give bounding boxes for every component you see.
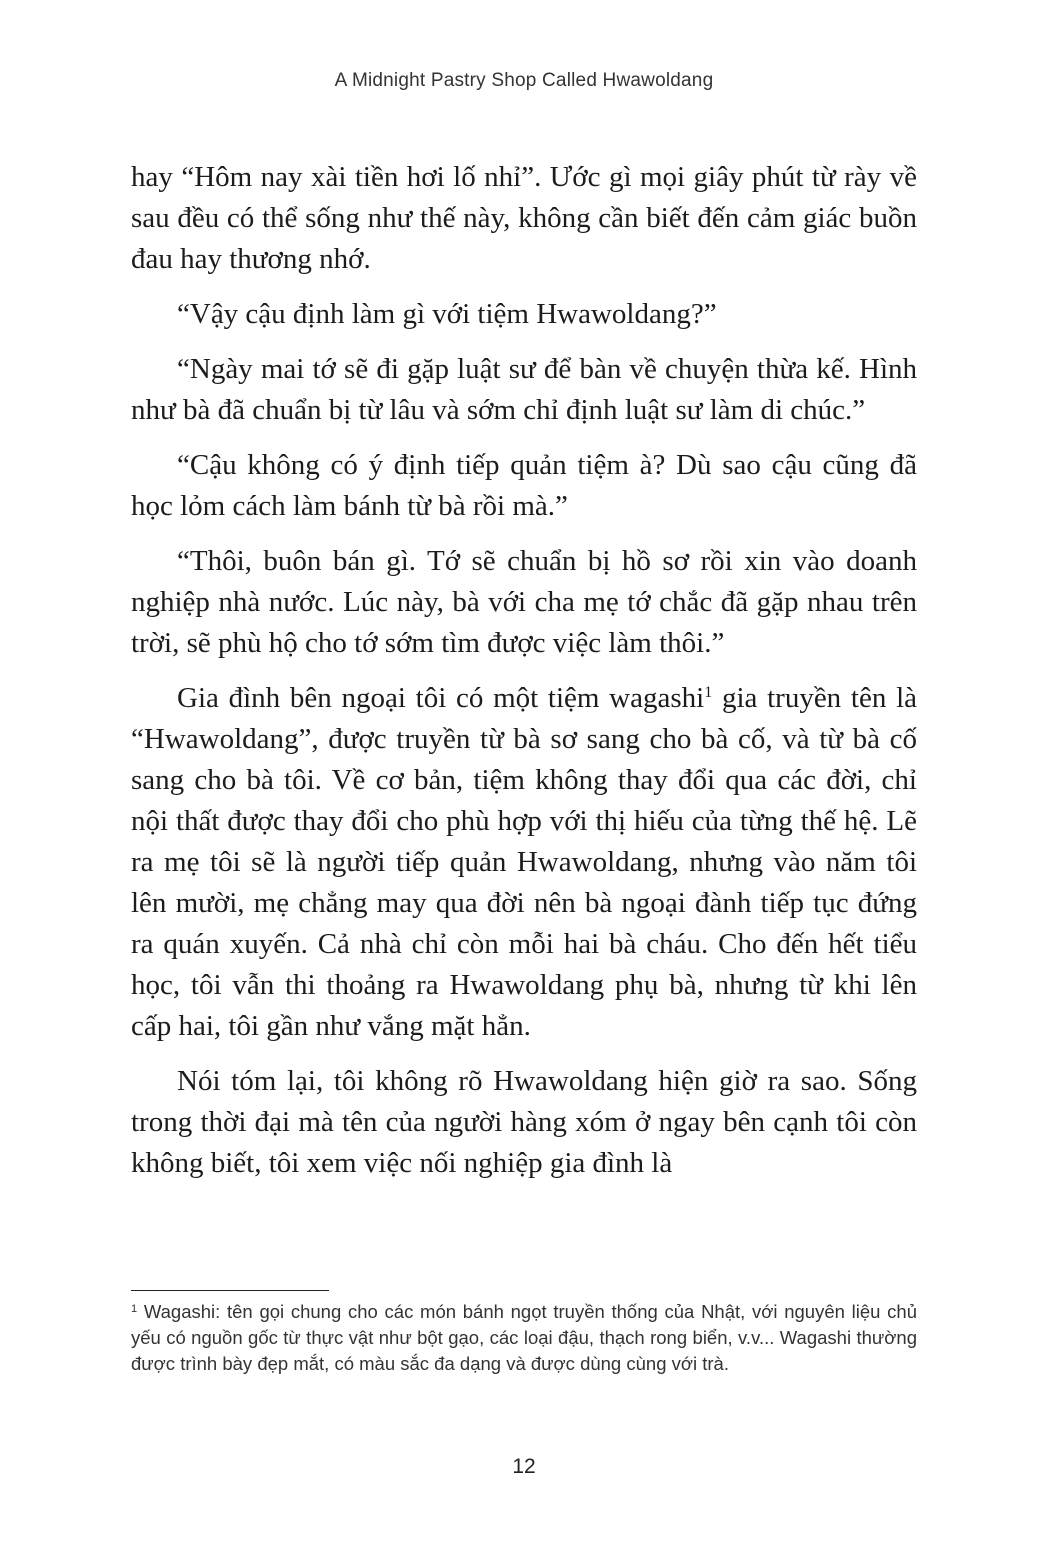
footnote — [131, 1299, 917, 1377]
paragraph: “Thôi, buôn bán gì. Tớ sẽ chuẩn bị hồ sơ rồi xin vào doanh nghiệp nhà nước. Lúc này, bà với cha mẹ tớ chắc đã gặp nhau trên trời, sẽ phù hộ cho tớ sớm tìm được việc làm thôi.” — [131, 545, 917, 659]
paragraph: “Ngày mai tớ sẽ đi gặp luật sư để bàn về chuyện thừa kế. Hình như bà đã chuẩn bị từ lâu và sớm chỉ định luật sư làm di chúc.” — [131, 353, 917, 426]
footnote-divider — [131, 1290, 329, 1291]
page-number: 12 — [512, 1455, 536, 1478]
body-text — [131, 157, 917, 1198]
paragraph — [131, 678, 917, 1047]
paragraph: “Cậu không có ý định tiếp quản tiệm à? Dù sao cậu cũng đã học lỏm cách làm bánh từ bà rồi mà.” — [131, 449, 917, 522]
paragraph-text: gia truyền tên là “Hwawoldang”, được truyền từ bà sơ sang cho bà cố, và từ bà cố sang cho bà tôi. Về cơ bản, tiệm không thay đổi qua các đời, chỉ nội thất được thay đổi cho phù hợp với thị hiếu của từng thế hệ. Lẽ ra mẹ tôi sẽ là người tiếp quản Hwawoldang, nhưng vào năm tôi lên mười, mẹ chẳng may qua đời nên bà ngoại đành tiếp tục đứng ra quán xuyến. Cả nhà chỉ còn mỗi hai bà cháu. Cho đến hết tiểu học, tôi vẫn thi thoảng ra Hwawoldang phụ bà, nhưng từ khi lên cấp hai, tôi gần như vắng mặt hẳn. — [131, 682, 917, 1042]
running-header: A Midnight Pastry Shop Called Hwawoldang — [334, 70, 714, 91]
footnote-reference[interactable]: 1 — [704, 684, 713, 701]
footnote-marker: 1 — [131, 1303, 138, 1315]
footnote-text: Wagashi: tên gọi chung cho các món bánh ngọt truyền thống của Nhật, với nguyên liệu chủ yếu có nguồn gốc từ thực vật như bột gạo, các loại đậu, thạch rong biển, v.v... Wagashi thường được trình bày đẹp mắt, có màu sắc đa dạng và được dùng cùng với trà. — [131, 1301, 917, 1374]
paragraph: Nói tóm lại, tôi không rõ Hwawoldang hiện giờ ra sao. Sống trong thời đại mà tên của người hàng xóm ở ngay bên cạnh tôi còn không biết, tôi xem việc nối nghiệp gia đình là — [131, 1065, 917, 1179]
paragraph: hay “Hôm nay xài tiền hơi lố nhỉ”. Ước gì mọi giây phút từ rày về sau đều có thể sống như thế này, không cần biết đến cảm giác buồn đau hay thương nhớ. — [131, 161, 917, 275]
paragraph: “Vậy cậu định làm gì với tiệm Hwawoldang?” — [177, 298, 717, 330]
paragraph-text: Gia đình bên ngoại tôi có một tiệm wagashi — [177, 682, 705, 714]
